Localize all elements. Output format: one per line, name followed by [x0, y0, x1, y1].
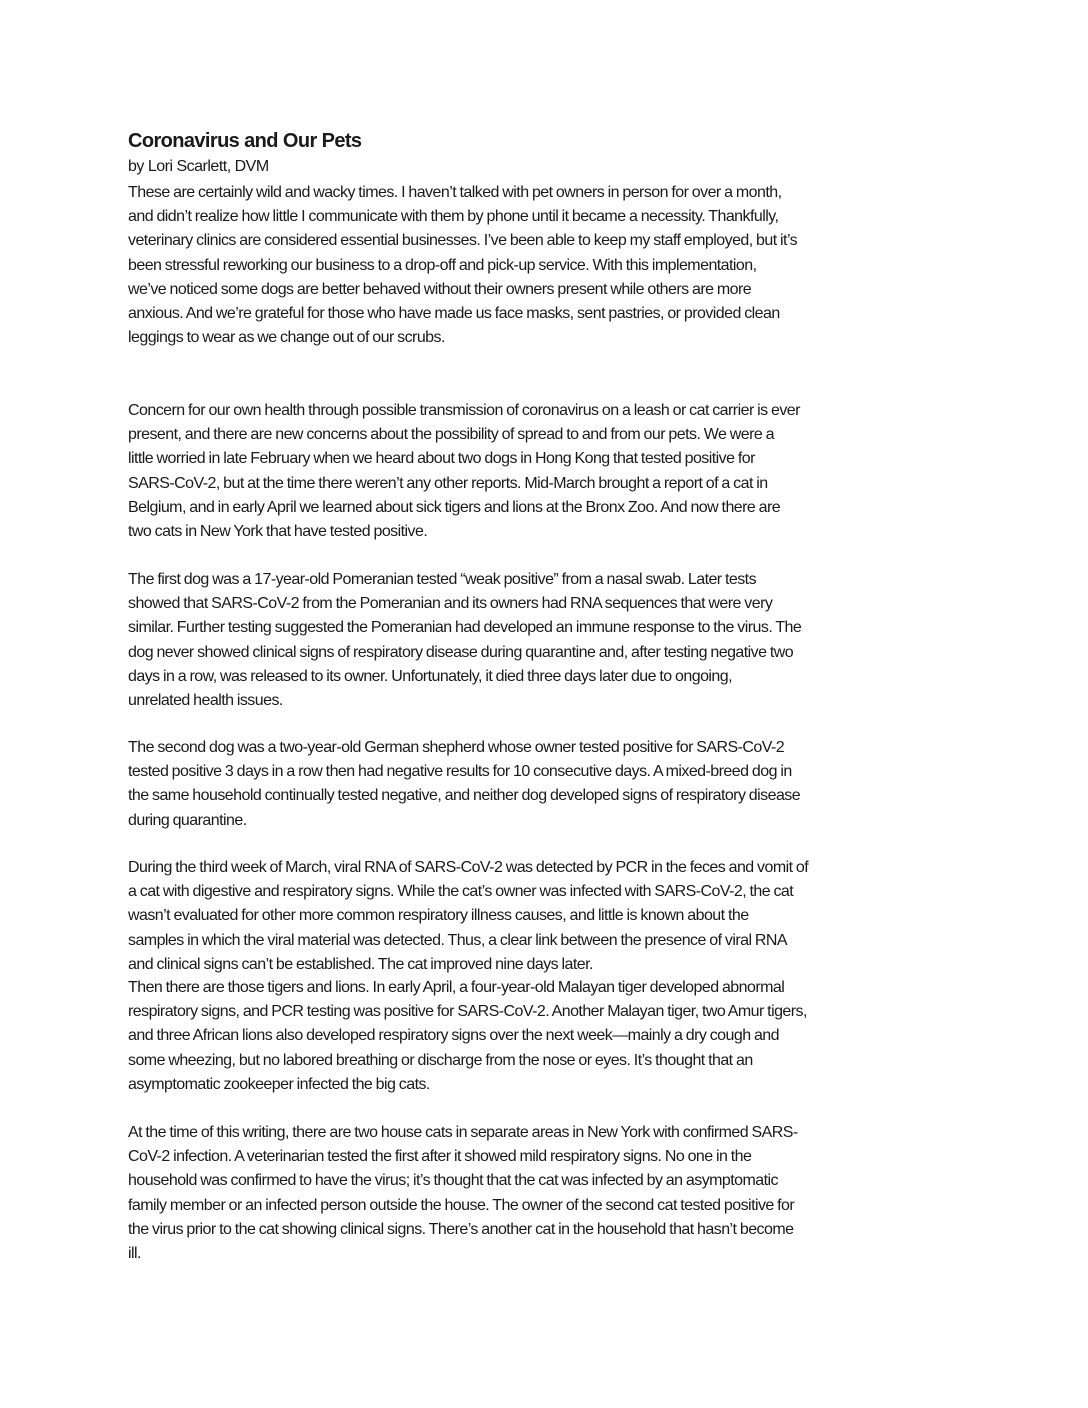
text-line: Concern for our own health through possible transmission of coronavirus on a leash or cat carrier is ever [128, 402, 800, 419]
text-line: we’ve noticed some dogs are better behaved without their owners present while others are more [128, 280, 752, 298]
text-line: and clinical signs can’t be established. The cat improved nine days later. [128, 955, 593, 973]
text-line: the same household continually tested negative, and neither dog developed signs of respiratory disease [128, 787, 801, 805]
text-line: and didn’t realize how little I communicate with them by phone until it became a necessity. Thankfully, [128, 208, 779, 226]
text-line: unrelated health issues. [128, 691, 283, 709]
document-title: Coronavirus and Our Pets [128, 130, 362, 152]
text-line: asymptomatic zookeeper infected the big cats. [128, 1075, 430, 1093]
text-line: The second dog was a two-year-old German shepherd whose owner tested positive for SARS-CoV-2 [128, 739, 785, 756]
paragraph [128, 976, 968, 1097]
paragraph [128, 736, 968, 833]
text-line: been stressful reworking our business to a drop-off and pick-up service. With this implementation, [128, 256, 757, 274]
text-line: Belgium, and in early April we learned about sick tigers and lions at the Bronx Zoo. And now there are [128, 498, 781, 516]
text-line: similar. Further testing suggested the Pomeranian had developed an immune response to the virus. The [128, 619, 802, 637]
text-line: During the third week of March, viral RNA of SARS-CoV-2 was detected by PCR in the feces and vomit of [128, 859, 809, 876]
text-line: during quarantine. [128, 811, 247, 829]
text-line: SARS-CoV-2, but at the time there weren’t any other reports. Mid-March brought a report of a cat in [128, 474, 768, 492]
paragraph [128, 181, 968, 350]
document-byline: by Lori Scarlett, DVM [128, 158, 269, 175]
text-line: dog never showed clinical signs of respiratory disease during quarantine and, after testing negative two [128, 643, 794, 661]
text-line: and three African lions also developed respiratory signs over the next week—mainly a dry cough and [128, 1027, 779, 1045]
text-line: present, and there are new concerns about the possibility of spread to and from our pets. We were a [128, 426, 774, 444]
text-line: respiratory signs, and PCR testing was positive for SARS-CoV-2. Another Malayan tiger, two Amur tigers, [128, 1003, 807, 1021]
text-line: leggings to wear as we change out of our scrubs. [128, 329, 445, 347]
text-line: some wheezing, but no labored breathing or discharge from the nose or eyes. It’s thought that an [128, 1051, 753, 1069]
text-line: The first dog was a 17-year-old Pomeranian tested “weak positive” from a nasal swab. Later tests [128, 571, 757, 588]
paragraph [128, 399, 968, 544]
text-line: little worried in late February when we heard about two dogs in Hong Kong that tested positive for [128, 450, 755, 468]
text-line: These are certainly wild and wacky times. I haven’t talked with pet owners in person for over a month, [128, 184, 782, 201]
text-line: days in a row, was released to its owner. Unfortunately, it died three days later due to ongoing, [128, 667, 733, 685]
text-line: household was confirmed to have the virus; it’s thought that the cat was infected by an asymptomatic [128, 1172, 778, 1190]
text-line: veterinary clinics are considered essential businesses. I’ve been able to keep my staff employed, but it’s [128, 232, 798, 250]
text-line: samples in which the viral material was detected. Thus, a clear link between the presence of viral RNA [128, 931, 788, 949]
text-line: Then there are those tigers and lions. In early April, a four-year-old Malayan tiger developed abnormal [128, 979, 785, 996]
text-line: family member or an infected person outside the house. The owner of the second cat tested positive for [128, 1196, 795, 1214]
text-line: the virus prior to the cat showing clinical signs. There’s another cat in the household that hasn’t become [128, 1220, 794, 1238]
text-line: anxious. And we’re grateful for those who have made us face masks, sent pastries, or provided clean [128, 304, 780, 322]
paragraph [128, 1121, 968, 1266]
text-line: At the time of this writing, there are two house cats in separate areas in New York with confirmed SARS- [128, 1124, 798, 1141]
text-line: tested positive 3 days in a row then had negative results for 10 consecutive days. A mixed-breed dog in [128, 763, 792, 781]
text-line: wasn’t evaluated for other more common respiratory illness causes, and little is known about the [128, 907, 749, 925]
text-line: CoV-2 infection. A veterinarian tested the first after it showed mild respiratory signs. No one in the [128, 1148, 752, 1166]
text-line: two cats in New York that have tested positive. [128, 522, 428, 540]
paragraph [128, 568, 968, 713]
text-line: a cat with digestive and respiratory signs. While the cat’s owner was infected with SARS-CoV-2, the cat [128, 883, 794, 901]
paragraph [128, 856, 968, 977]
text-line: showed that SARS-CoV-2 from the Pomeranian and its owners had RNA sequences that were very [128, 595, 773, 613]
text-line: ill. [128, 1244, 141, 1262]
